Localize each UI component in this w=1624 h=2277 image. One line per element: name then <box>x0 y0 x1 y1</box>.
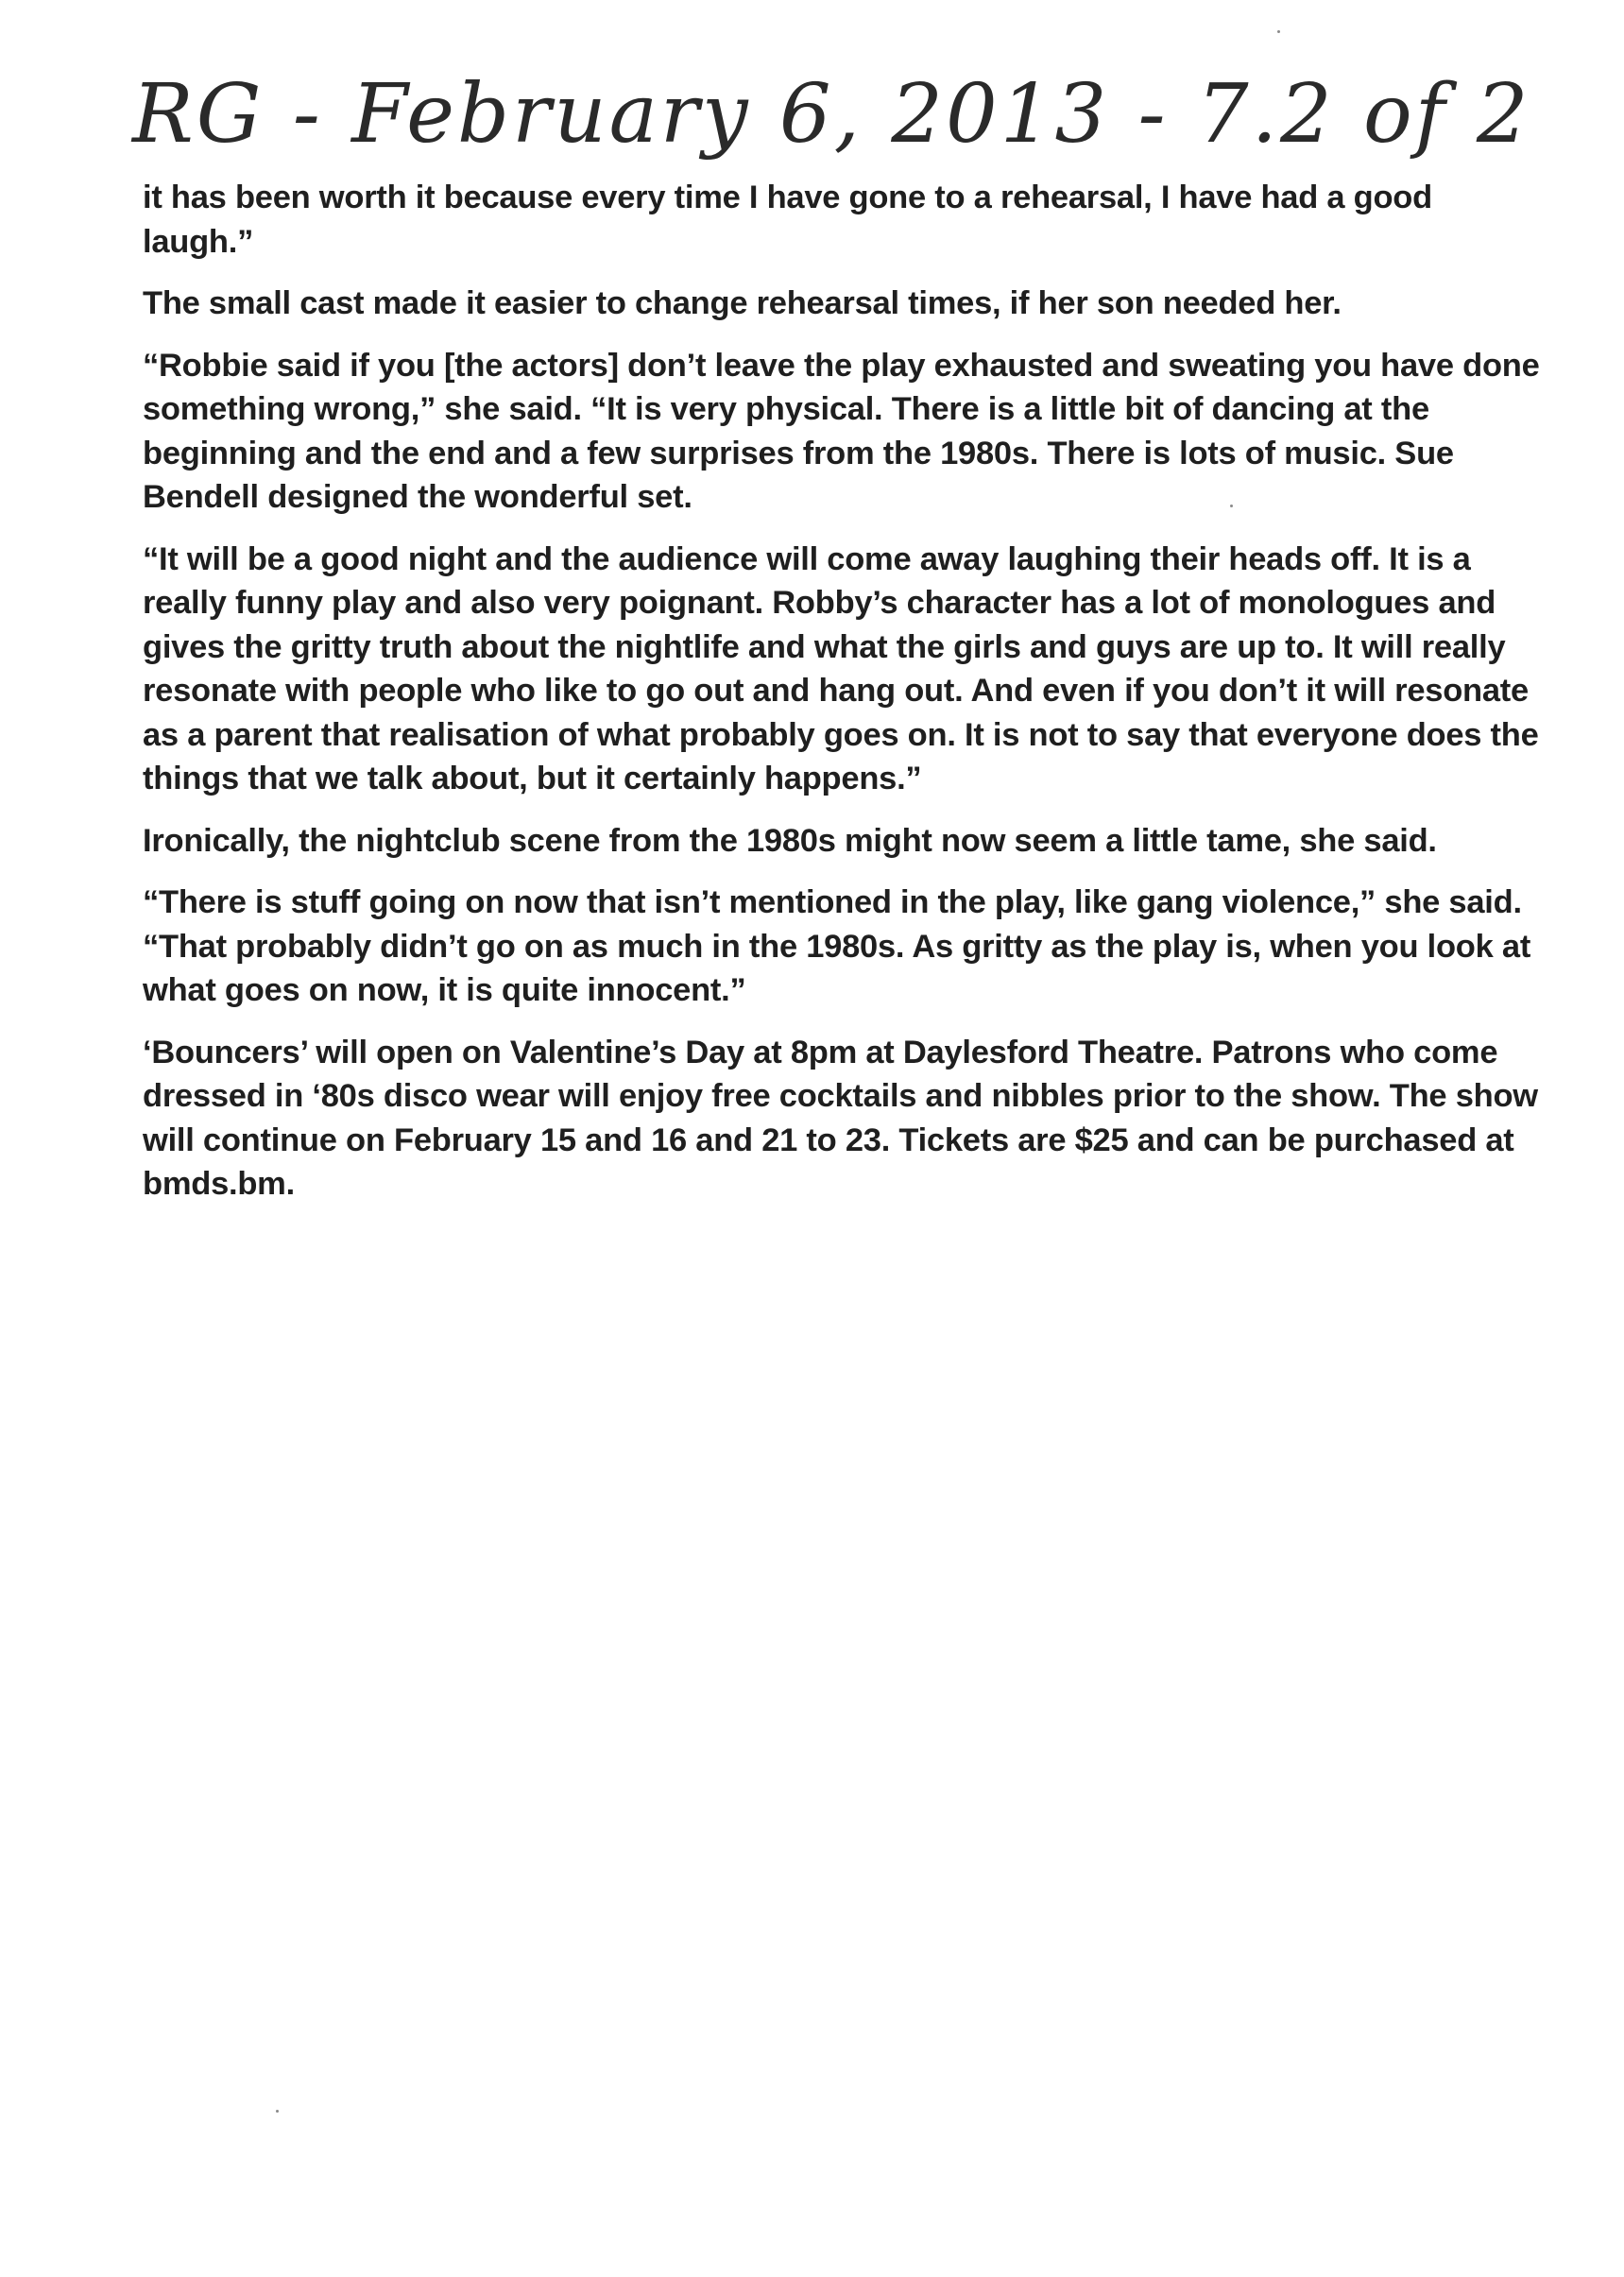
handwritten-header <box>132 59 1531 172</box>
scan-speck <box>1277 30 1280 33</box>
paragraph: The small cast made it easier to change rehearsal times, if her son needed her. <box>143 285 1342 321</box>
paragraph: “Robbie said if you [the actors] don’t leave the play exhausted and sweating you have done something wrong,” she said. “It is very physical. There is a little bit of dancing at the beginning and the end and a few surprises from the 1980s. There is lots of music. Sue Bendell designed the wonderful set. <box>143 347 1540 515</box>
paragraph: Ironically, the nightclub scene from the 1980s might now seem a little tame, she said. <box>143 822 1437 859</box>
handwritten-header-drawing <box>132 59 1531 172</box>
scan-speck <box>1230 505 1233 507</box>
scan-speck <box>276 2110 279 2113</box>
handwritten-header-text: RG - February 6, 2013 - 7.2 of 2 <box>132 67 1531 162</box>
paragraph: “It will be a good night and the audience will come away laughing their heads off. It is a really funny play and also very poignant. Robby’s character has a lot of monologues and gives the gritty truth about the nightlife and what the girls and guys are up to. It will really resonate with people who like to go out and hang out. And even if you don’t it will resonate as a parent that realisation of what probably goes on. It is not to say that everyone does the things that we talk about, but it certainly happens.” <box>143 540 1539 796</box>
paragraph: “There is stuff going on now that isn’t mentioned in the play, like gang violence,” she said. “That probably didn’t go on as much in the 1980s. As gritty as the play is, when you look at what goes on now, it is quite innocent.” <box>143 884 1531 1008</box>
paragraph: it has been worth it because every time I have gone to a rehearsal, I have had a good laugh.” <box>143 180 1432 260</box>
article-body <box>143 176 1541 1224</box>
paragraph: ‘Bouncers’ will open on Valentine’s Day at 8pm at Daylesford Theatre. Patrons who come dressed in ‘80s disco wear will enjoy free cocktails and nibbles prior to the show. The show will continue on February 15 and 16 and 21 to 23. Tickets are $25 and can be purchased at bmds.bm. <box>143 1034 1538 1202</box>
